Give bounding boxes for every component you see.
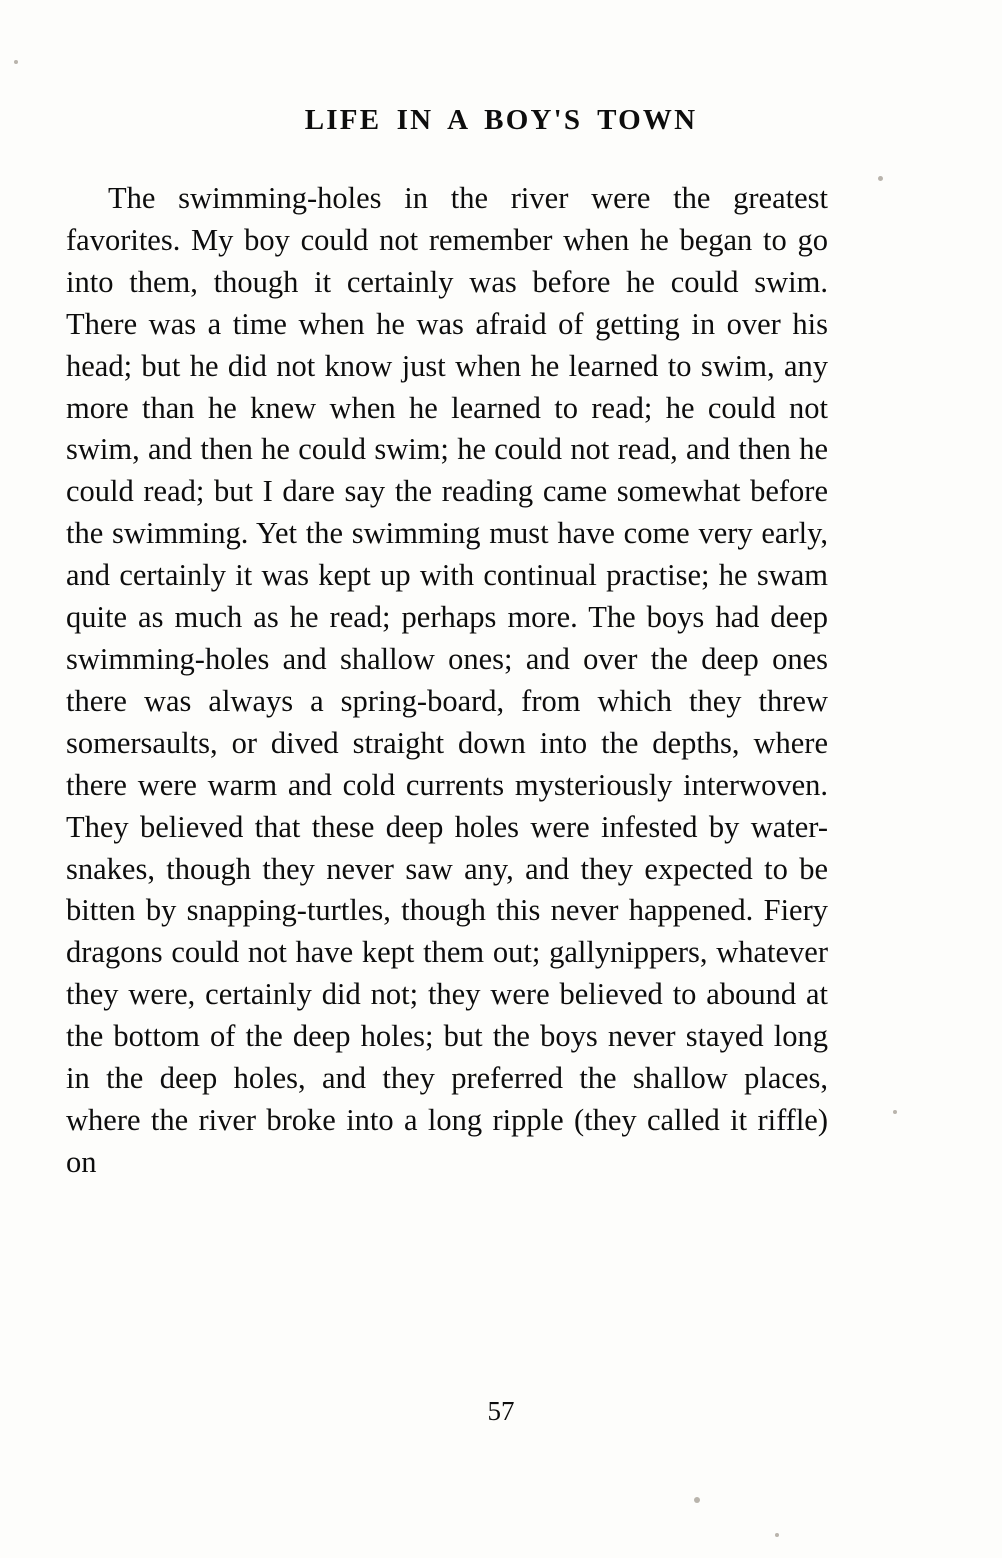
print-speck-icon <box>694 1497 700 1503</box>
running-head: LIFE IN A BOY'S TOWN <box>304 104 698 136</box>
body-text-block <box>66 178 828 1184</box>
print-speck-icon <box>893 1110 897 1114</box>
print-speck-icon <box>775 1533 779 1537</box>
print-speck-icon <box>14 60 18 64</box>
paragraph: The swimming-holes in the river were the greatest favorites. My boy could not remember when he began to go into them, though it certainly was before he could swim. There was a time when he was afraid of getting in over his head; but he did not know just when he learned to swim, any more than he knew when he learned to read; he could not swim, and then he could swim; he could not read, and then he could read; but I dare say the reading came somewhat before the swimming. Yet the swimming must have come very early, and certainly it was kept up with continual practise; he swam quite as much as he read; perhaps more. The boys had deep swimming-holes and shallow ones; and over the deep ones there was always a spring-board, from which they threw somersaults, or dived straight down into the depths, where there were warm and cold currents mysteriously interwoven. They believed that these deep holes were infested by water-snakes, though they never saw any, and they expected to be bitten by snapping-turtles, though this never happened. Fiery dragons could not have kept them out; gallynippers, whatever they were, certainly did not; they were believed to abound at the bottom of the deep holes; but the boys never stayed long in the deep holes, and they preferred the shallow places, where the river broke into a long ripple (they called it riffle) on <box>66 181 828 1179</box>
page-number: 57 <box>487 1396 515 1426</box>
print-speck-icon <box>878 176 883 181</box>
